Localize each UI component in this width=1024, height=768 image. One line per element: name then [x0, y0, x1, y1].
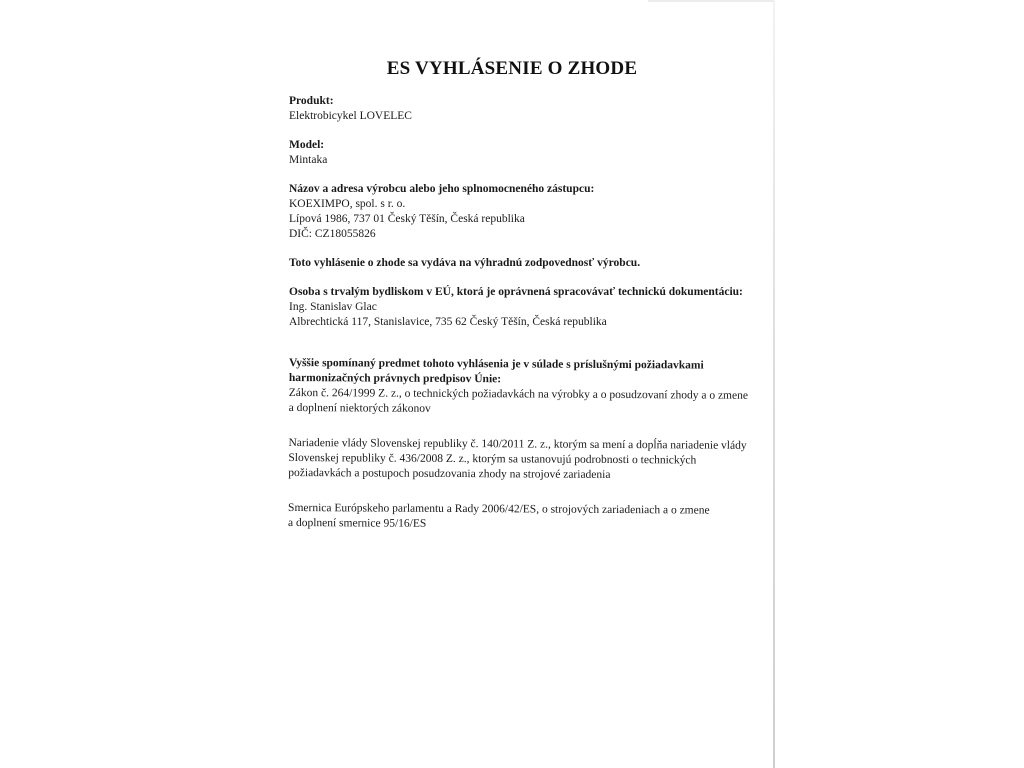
model-value: Mintaka: [289, 154, 328, 166]
contact-person-address: Albrechtická 117, Stanislavice, 735 62 Český Těšín, Česká republika: [289, 316, 607, 328]
product-value: Elektrobicykel LOVELEC: [289, 110, 412, 122]
legislation-item-line: Zákon č. 264/1999 Z. z., o technických požiadavkách na výrobky a o posudzovaní zhody a o zmene: [288, 386, 749, 402]
legislation-item-line: požiadavkách a postupoch posudzovania zhody na strojové zariadenia: [288, 466, 611, 481]
legislation-item-line: Slovenskej republiky č. 436/2008 Z. z., ktorým sa ustanovujú podrobnosti o technických: [288, 451, 697, 467]
contact-person-name: Ing. Stanislav Glac: [289, 301, 377, 313]
scan-edge-right: [773, 0, 775, 768]
manufacturer-section: [289, 182, 759, 242]
legislation-item: [288, 501, 758, 534]
legislation-item: [288, 436, 758, 484]
contact-person-label: Osoba s trvalým bydliskom v EÚ, ktorá je oprávnená spracovávať technickú dokumentáciu:: [289, 286, 743, 298]
model-label: Model:: [289, 139, 325, 151]
legislation-item-line: a doplnení niektorých zákonov: [288, 401, 431, 415]
document-title: ES VYHLÁSENIE O ZHODE: [386, 58, 638, 79]
compliance-section: [288, 356, 759, 534]
contact-person-section: [289, 285, 759, 330]
manufacturer-tax-id: DIČ: CZ18055826: [289, 228, 376, 240]
responsibility-section: [289, 256, 759, 271]
product-label: Produkt:: [289, 95, 334, 107]
product-section: [289, 94, 759, 124]
model-section: [289, 138, 759, 168]
document-body: [289, 94, 759, 531]
compliance-label-line2: harmonizačných právnych predpisov Únie:: [288, 371, 502, 386]
scan-edge-top: [648, 0, 774, 2]
responsibility-statement: Toto vyhlásenie o zhode sa vydáva na výhradnú zodpovednosť výrobcu.: [289, 257, 641, 269]
legislation-item-line: Smernica Európskeho parlamentu a Rady 2006/42/ES, o strojových zariadeniach a o zmene: [288, 501, 710, 517]
legislation-item: [289, 386, 759, 419]
compliance-label-line1: Vyššie spomínaný predmet tohoto vyhlásenia je v súlade s príslušnými požiadavkami: [288, 356, 704, 372]
legislation-item-line: Nariadenie vlády Slovenskej republiky č. 140/2011 Z. z., ktorým sa mení a dopĺňa nariadenie vlády: [288, 436, 747, 452]
manufacturer-address: Lípová 1986, 737 01 Český Těšín, Česká republika: [289, 213, 525, 225]
manufacturer-label: Názov a adresa výrobcu alebo jeho splnomocneného zástupcu:: [289, 183, 595, 195]
manufacturer-name: KOEXIMPO, spol. s r. o.: [289, 198, 406, 210]
legislation-item-line: a doplnení smernice 95/16/ES: [287, 516, 427, 530]
